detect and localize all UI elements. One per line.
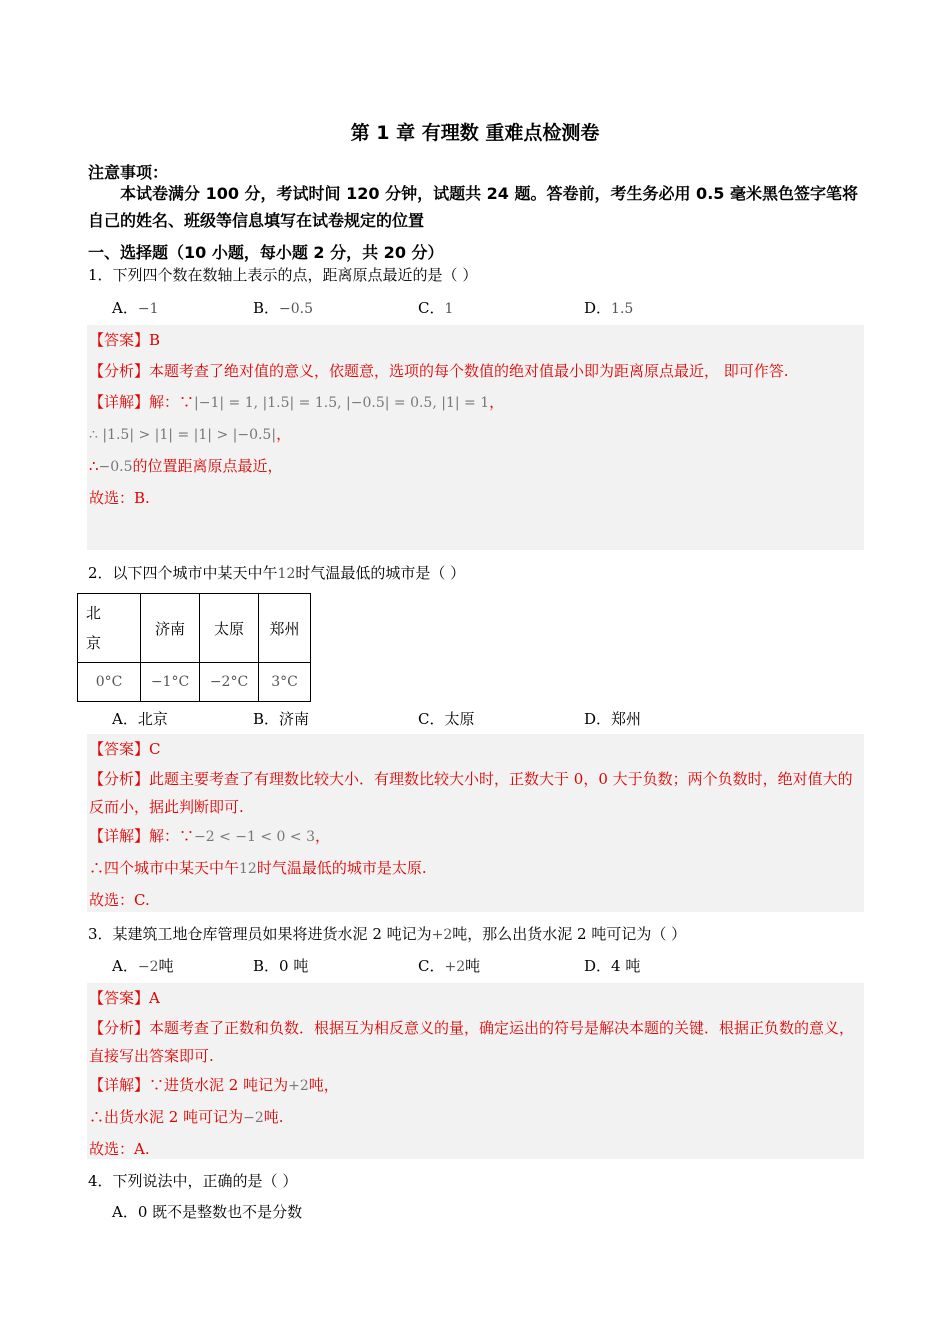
table-value-cell: 3°C: [259, 663, 311, 702]
q3-answer: 【答案】A: [89, 989, 160, 1007]
q1-analysis: 【分析】本题考查了绝对值的意义，依题意，选项的每个数值的绝对值最小即为距离原点最近， 即可作答.: [89, 362, 789, 380]
q3-choose: 故选：A.: [89, 1140, 150, 1158]
temperature-table: [77, 593, 311, 702]
table-header-cell: 太原: [200, 594, 259, 663]
q3-option-a: A．−2吨: [112, 957, 174, 975]
q2-answer-box: [87, 734, 864, 912]
table-header-cell: 郑州: [259, 594, 311, 663]
q4-stem: 4．下列说法中，正确的是（ ）: [88, 1172, 298, 1190]
table-value-cell: −2°C: [200, 663, 259, 702]
q2-answer: 【答案】C: [89, 740, 161, 758]
q2-option-c: C．太原: [418, 710, 475, 728]
notice-label: 注意事项：: [88, 163, 169, 182]
q2-detail-line1: 【详解】解：∵−2 < −1 < 0 < 3，: [89, 827, 331, 845]
q3-option-c: C．+2吨: [418, 957, 481, 975]
q3-options: [112, 955, 872, 977]
q1-answer: 【答案】B: [89, 331, 161, 349]
table-value-cell: 0°C: [78, 663, 141, 702]
q3-detail-line2: ∴出货水泥 2 吨可记为−2吨.: [89, 1108, 284, 1126]
q2-choose: 故选：C.: [89, 891, 150, 909]
q3-option-d: D．4 吨: [584, 957, 641, 975]
q1-choose: 故选：B.: [89, 489, 150, 507]
q1-detail-line3: ∴−0.5的位置距离原点最近，: [89, 457, 283, 475]
q1-answer-box: [87, 325, 864, 550]
q4-options: [112, 1201, 872, 1223]
table-header-cell: 济南: [141, 594, 200, 663]
q3-analysis: 【分析】本题考查了正数和负数．根据互为相反意义的量，确定运出的符号是解决本题的关键．根据正负数的意义，直接写出答案即可.: [89, 1019, 855, 1065]
q1-detail-line2: ∴ |1.5| > |1| = |1| > |−0.5|，: [89, 425, 292, 443]
q2-analysis: 【分析】此题主要考查了有理数比较大小．有理数比较大小时，正数大于 0，0 大于负数；两个负数时，绝对值大的反而小，据此判断即可.: [89, 770, 853, 816]
q2-option-d: D．郑州: [584, 710, 642, 728]
q2-option-a: A．北京: [112, 710, 168, 728]
q1-detail-line1: 【详解】解：∵|−1| = 1, |1.5| = 1.5, |−0.5| = 0.5, |1| = 1，: [89, 393, 505, 411]
q3-stem: 3．某建筑工地仓库管理员如果将进货水泥 2 吨记为+2吨，那么出货水泥 2 吨可记为（ ）: [88, 925, 687, 943]
page-title: 第 1 章 有理数 重难点检测卷: [350, 122, 600, 144]
q3-option-b: B．0 吨: [253, 957, 309, 975]
notice-body: 本试卷满分 100 分，考试时间 120 分钟，试题共 24 题。答卷前，考生务必用 0.5 毫米黑色签字笔将自己的姓名、班级等信息填写在试卷规定的位置: [88, 184, 858, 230]
table-header-row: [78, 594, 311, 663]
table-value-row: [78, 663, 311, 702]
table-header-cell: 北京: [78, 594, 141, 663]
q1-stem: 1．下列四个数在数轴上表示的点，距离原点最近的是（ ）: [88, 266, 478, 284]
section-heading: 一、选择题（10 小题，每小题 2 分，共 20 分）: [88, 243, 444, 262]
q1-options: [112, 297, 872, 319]
q2-detail-line2: ∴四个城市中某天中午12时气温最低的城市是太原.: [89, 859, 427, 877]
table-value-cell: −1°C: [141, 663, 200, 702]
q4-option-a: A．0 既不是整数也不是分数: [112, 1203, 303, 1221]
q1-option-d: D．1.5: [584, 299, 634, 317]
q3-answer-box: [87, 983, 864, 1159]
q2-stem: 2．以下四个城市中某天中午12时气温最低的城市是（ ）: [88, 564, 466, 582]
q1-option-a: A．−1: [112, 299, 159, 317]
q2-option-b: B．济南: [253, 710, 310, 728]
q2-options: [112, 708, 872, 730]
q3-detail-line1: 【详解】∵进货水泥 2 吨记为+2吨，: [89, 1076, 339, 1094]
q1-option-c: C．1: [418, 299, 454, 317]
q1-option-b: B．−0.5: [253, 299, 314, 317]
